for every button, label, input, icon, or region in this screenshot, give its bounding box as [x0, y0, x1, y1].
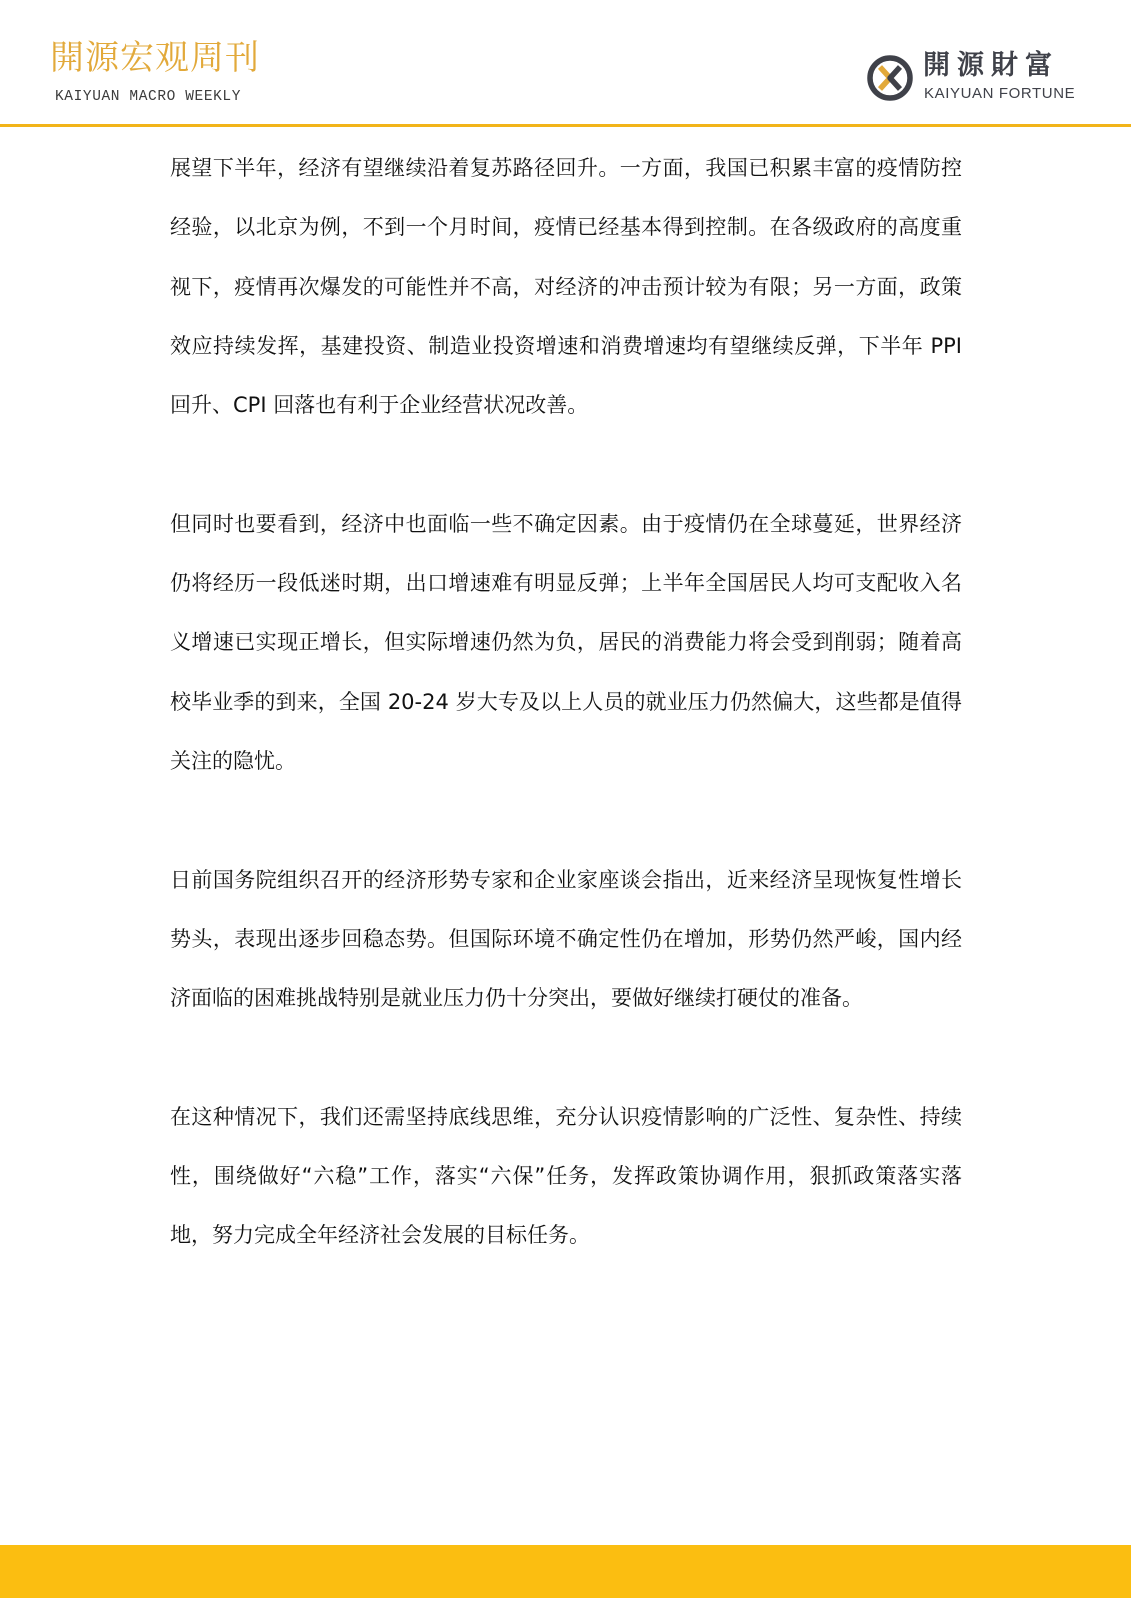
paragraph: 日前国务院组织召开的经济形势专家和企业家座谈会指出，近来经济呈现恢复性增长势头，表现出逐步回稳态势。但国际环境不确定性仍在增加，形势仍然严峻，国内经济面临的困难挑战特别是就业压力仍十分突出，要做好继续打硬仗的准备。	[170, 867, 962, 1011]
kaiyuan-logo-icon	[866, 54, 914, 102]
article-body	[170, 139, 962, 1266]
paragraph: 但同时也要看到，经济中也面临一些不确定因素。由于疫情仍在全球蔓延，世界经济仍将经历一段低迷时期，出口增速难有明显反弹；上半年全国居民人均可支配收入名义增速已实现正增长，但实际增速仍然为负，居民的消费能力将会受到削弱；随着高校毕业季的到来，全国 20-24 岁大专及以上人员的就业压力仍然偏大，这些都是值得关注的隐忧。	[170, 511, 962, 773]
paragraph: 展望下半年，经济有望继续沿着复苏路径回升。一方面，我国已积累丰富的疫情防控经验，以北京为例，不到一个月时间，疫情已经基本得到控制。在各级政府的高度重视下，疫情再次爆发的可能性并不高，对经济的冲击预计较为有限；另一方面，政策效应持续发挥，基建投资、制造业投资增速和消费增速均有望继续反弹，下半年 PPI 回升、CPI 回落也有利于企业经营状况改善。	[170, 156, 962, 418]
publication-subtitle: KAIYUAN MACRO WEEKLY	[55, 89, 242, 105]
page-header	[0, 0, 1131, 126]
publication-title: 開源宏观周刊	[50, 38, 260, 78]
logo-name-cn: 開源財富	[923, 50, 1059, 81]
footer-bar	[0, 1545, 1131, 1598]
logo-name-en: KAIYUAN FORTUNE	[924, 85, 1076, 102]
header-divider	[0, 124, 1131, 127]
paragraph: 在这种情况下，我们还需坚持底线思维，充分认识疫情影响的广泛性、复杂性、持续性，围绕做好“六稳”工作，落实“六保”任务，发挥政策协调作用，狠抓政策落实落地，努力完成全年经济社会发展的目标任务。	[170, 1104, 962, 1248]
company-logo	[866, 52, 1088, 104]
